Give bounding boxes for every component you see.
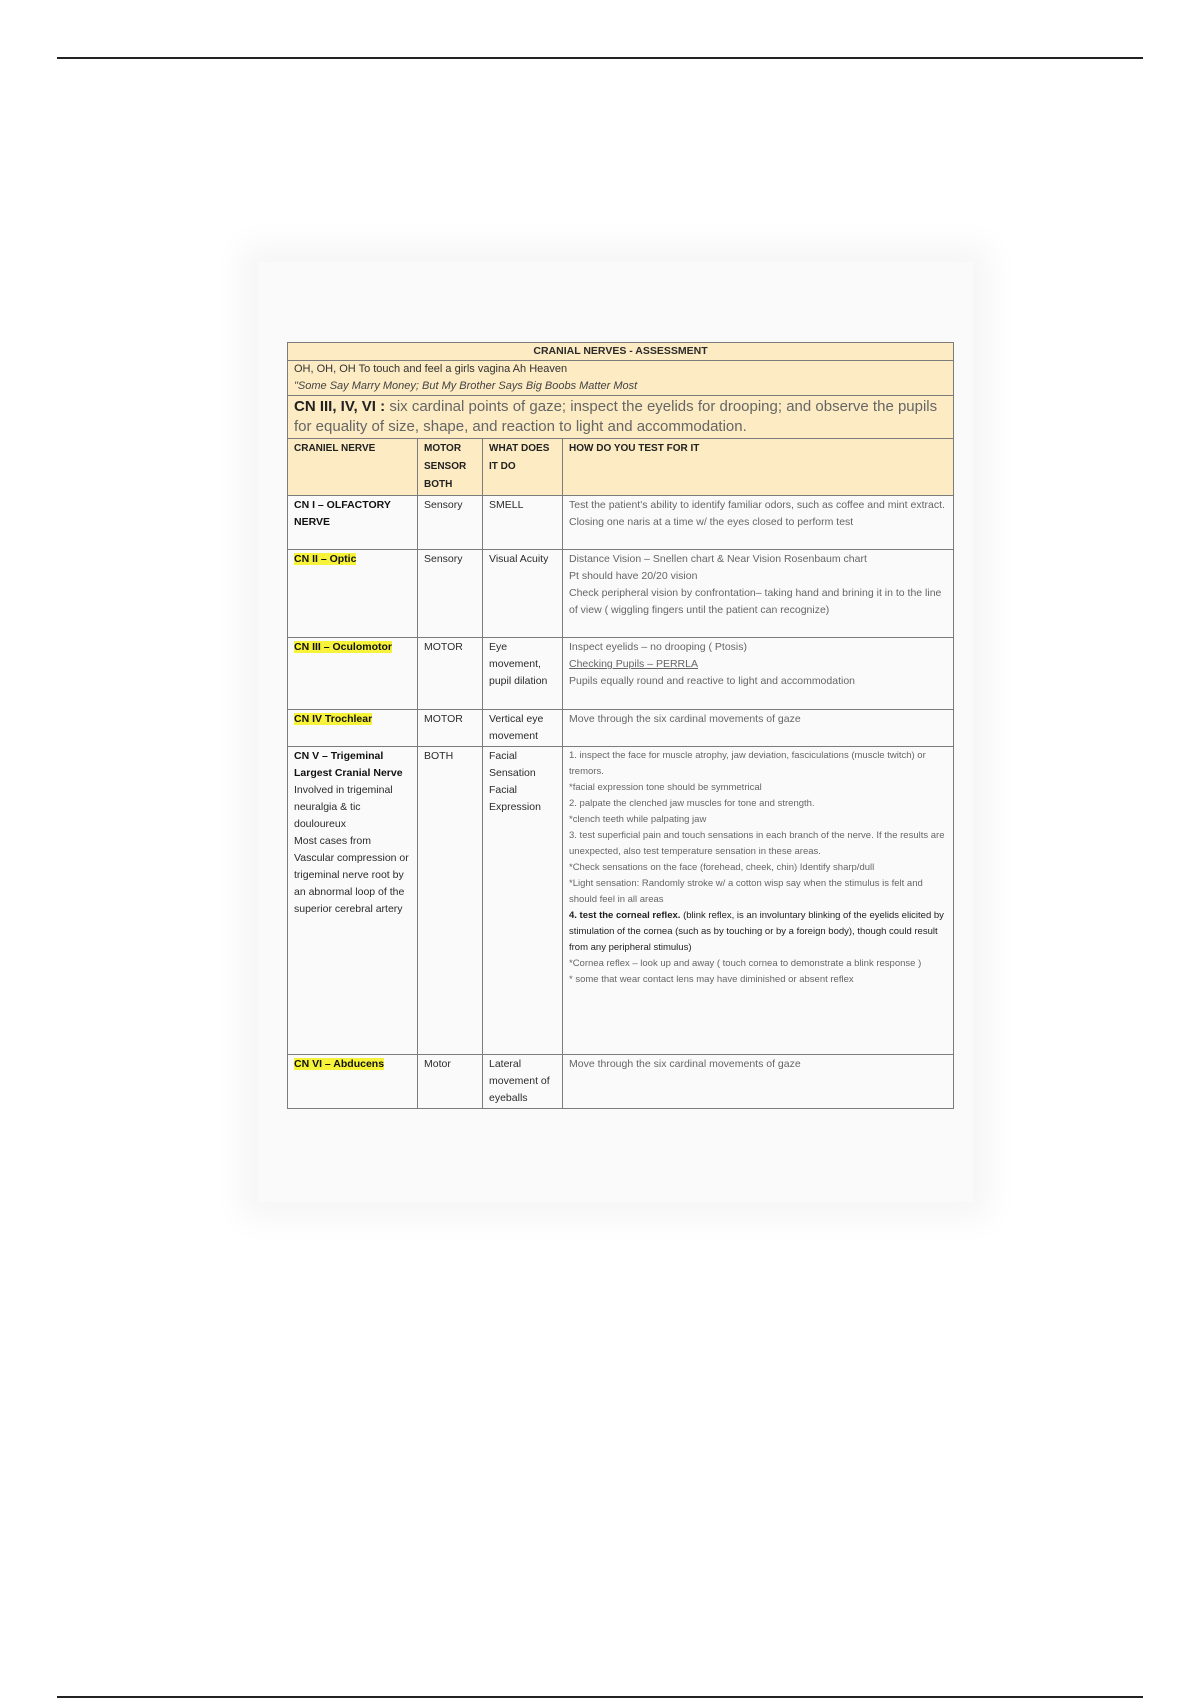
table-row: [288, 747, 954, 1055]
table-row: [288, 496, 954, 550]
cn5-test-8-body: (blink reflex, is an involuntary blinking of the eyelids elicited by stimulation of the cornea (such as by touching or by a foreign body), though could result from any peripheral stimulus): [569, 910, 944, 953]
cn1-test: Test the patient's ability to identify familiar odors, such as coffee and mint extract. Closing one naris at a time w/ the eyes closed to perform test: [563, 496, 954, 550]
cn5-test-4: *clench teeth while palpating jaw: [569, 814, 707, 825]
cn5-test-1: 1. inspect the face for muscle atrophy, jaw deviation, fasciculations (muscle twitch) or tremors.: [569, 750, 926, 777]
column-header-row: [288, 439, 954, 496]
table-row: [288, 550, 954, 638]
cn5-test-8-heading: 4. test the corneal reflex.: [569, 910, 681, 921]
cn5-test-5: 3. test superficial pain and touch sensations in each branch of the nerve. If the results are unexpected, also test temperature sensation in these areas.: [569, 830, 945, 857]
cn2-test: [563, 550, 954, 638]
cn6-type: Motor: [418, 1055, 483, 1109]
cn4-function: Vertical eye movement: [483, 710, 563, 747]
header-type-sensor: SENSOR: [424, 461, 467, 472]
cn5-test-6: *Check sensations on the face (forehead, cheek, chin) Identify sharp/dull: [569, 862, 875, 873]
cn2-test-2: Pt should have 20/20 vision: [569, 570, 698, 582]
cn5-nerve-note: Largest Cranial Nerve: [294, 767, 403, 779]
cn3-test: [563, 638, 954, 710]
cn5-nerve-cell: [288, 747, 418, 1055]
header-function-2: IT DO: [489, 461, 516, 472]
cn3-function: Eye movement, pupil dilation: [483, 638, 563, 710]
cn2-nerve: CN II – Optic: [294, 553, 357, 565]
cn5-type: BOTH: [418, 747, 483, 1055]
gaze-note-row: [288, 396, 954, 439]
cn4-nerve: CN IV Trochlear: [294, 713, 373, 725]
cn6-nerve: CN VI – Abducens: [294, 1058, 385, 1070]
table-title-row: [288, 343, 954, 361]
cn2-test-1: Distance Vision – Snellen chart & Near Vision Rosenbaum chart: [569, 553, 867, 565]
cn4-test: Move through the six cardinal movements of gaze: [563, 710, 954, 747]
cn1-type: Sensory: [418, 496, 483, 550]
cn2-function: Visual Acuity: [483, 550, 563, 638]
cn2-test-3: Check peripheral vision by confrontation– taking hand and brining it in to the line of view ( wiggling fingers until the patient can recognize): [569, 587, 942, 616]
cn5-test-7: *Light sensation: Randomly stroke w/ a cotton wisp say when the stimulus is felt and should feel in all areas: [569, 878, 923, 905]
cn1-nerve: CN I – OLFACTORY NERVE: [288, 496, 418, 550]
mnemonic-row: [288, 361, 954, 396]
table-title: CRANIAL NERVES - ASSESSMENT: [288, 343, 954, 361]
mnemonic-2: "Some Say Marry Money; But My Brother Says Big Boobs Matter Most: [294, 380, 638, 392]
table-row: [288, 1055, 954, 1109]
cn2-nerve-cell: [288, 550, 418, 638]
header-rule: [57, 57, 1143, 59]
mnemonic-1: OH, OH, OH To touch and feel a girls vagina Ah Heaven: [294, 363, 568, 375]
cn5-test-2: *facial expression tone should be symmetrical: [569, 782, 762, 793]
header-type-motor: MOTOR: [424, 443, 462, 454]
table-row: [288, 638, 954, 710]
cn5-function-1: Facial Sensation: [489, 750, 536, 779]
cn2-type: Sensory: [418, 550, 483, 638]
cn6-nerve-cell: [288, 1055, 418, 1109]
cn3-type: MOTOR: [418, 638, 483, 710]
cranial-nerves-table: [287, 342, 954, 1109]
cn6-test: Move through the six cardinal movements of gaze: [563, 1055, 954, 1109]
cn5-notes-2: Most cases from Vascular compression or trigeminal nerve root by an abnormal loop of the superior cerebral artery: [294, 835, 409, 915]
footer-rule: [57, 1696, 1143, 1698]
cn3-test-3: Pupils equally round and reactive to light and accommodation: [569, 675, 856, 687]
cn6-function: Lateral movement of eyeballs: [483, 1055, 563, 1109]
cn3-test-2: Checking Pupils – PERRLA: [569, 658, 698, 670]
cn5-test: [563, 747, 954, 1055]
table-row: [288, 710, 954, 747]
cn5-test-9: *Cornea reflex – look up and away ( touch cornea to demonstrate a blink response ): [569, 958, 922, 969]
gaze-label: CN III, IV, VI :: [294, 398, 386, 415]
gaze-note: [288, 396, 954, 439]
gaze-text: six cardinal points of gaze; inspect the eyelids for drooping; and observe the pupils for equality of size, shape, and reaction to light and accommodation.: [294, 398, 938, 435]
cn5-function-2: Facial Expression: [489, 784, 541, 813]
header-type: [418, 439, 483, 496]
header-test: HOW DO YOU TEST FOR IT: [563, 439, 954, 496]
header-type-both: BOTH: [424, 479, 453, 490]
cn3-nerve-cell: [288, 638, 418, 710]
cn4-type: MOTOR: [418, 710, 483, 747]
cn5-test-8: [569, 908, 947, 956]
cn5-function: [483, 747, 563, 1055]
cn1-function: SMELL: [483, 496, 563, 550]
cn4-nerve-cell: [288, 710, 418, 747]
cn5-notes-1: Involved in trigeminal neuralgia & tic douloureux: [294, 784, 393, 830]
cn3-test-1: Inspect eyelids – no drooping ( Ptosis): [569, 641, 748, 653]
header-nerve: CRANIEL NERVE: [288, 439, 418, 496]
header-function-1: WHAT DOES: [489, 443, 550, 454]
cn5-test-10: * some that wear contact lens may have diminished or absent reflex: [569, 974, 854, 985]
cn5-test-3: 2. palpate the clenched jaw muscles for tone and strength.: [569, 798, 815, 809]
cn3-nerve: CN III – Oculomotor: [294, 641, 393, 653]
header-function: [483, 439, 563, 496]
cn5-nerve: CN V – Trigeminal: [294, 750, 384, 762]
